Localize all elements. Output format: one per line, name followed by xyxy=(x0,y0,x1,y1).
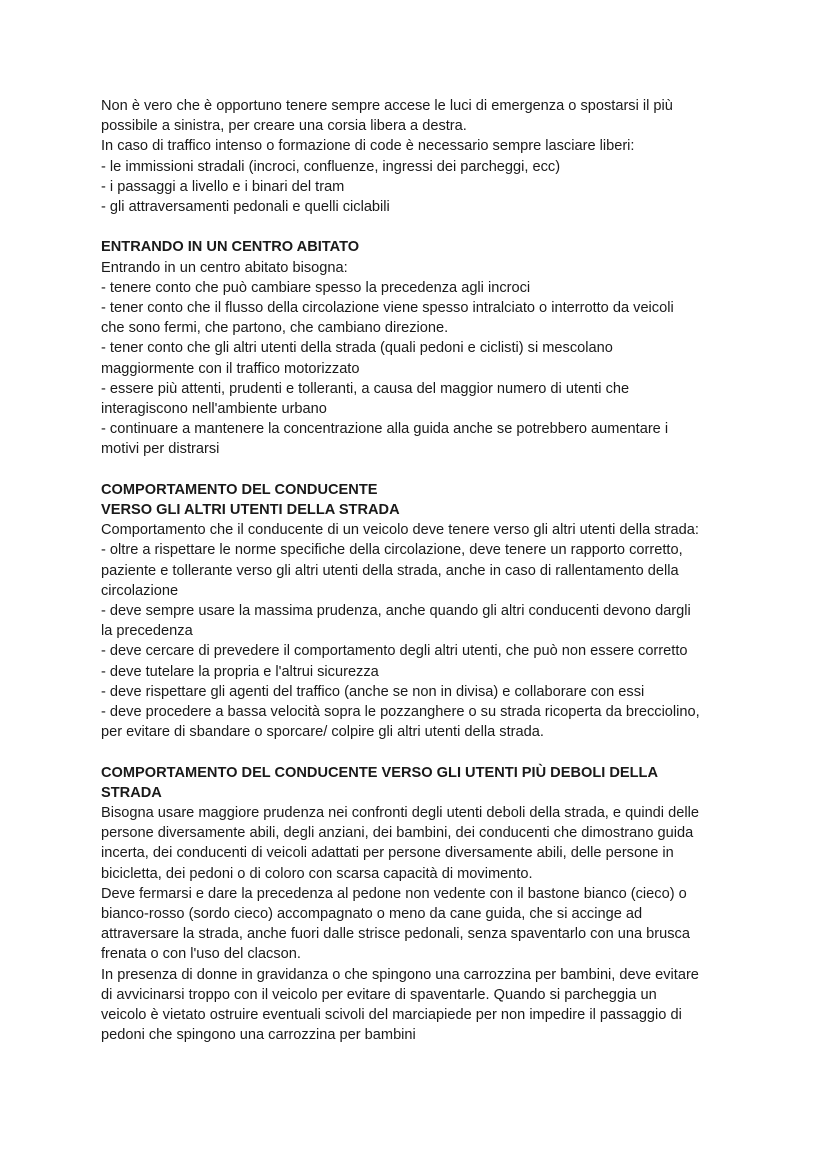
section-heading: VERSO GLI ALTRI UTENTI DELLA STRADA xyxy=(101,502,400,519)
paragraph-line: veicolo è vietato ostruire eventuali scivoli del marciapiede per non impedire il passaggio di xyxy=(101,1007,682,1024)
list-item: - essere più attenti, prudenti e tolleranti, a causa del maggior numero di utenti che xyxy=(101,380,630,397)
document-page xyxy=(101,96,801,1046)
paragraph-line: bicicletta, dei pedoni o di coloro con scarsa capacità di movimento. xyxy=(101,865,533,882)
list-item: - deve procedere a bassa velocità sopra le pozzanghere o su strada ricoperta da brecciolino, xyxy=(101,704,700,721)
list-item: - deve tutelare la propria e l'altrui sicurezza xyxy=(101,663,379,680)
list-item: - tener conto che gli altri utenti della strada (quali pedoni e ciclisti) si mescolano xyxy=(101,340,613,357)
list-item: - deve sempre usare la massima prudenza, anche quando gli altri conducenti devono dargli xyxy=(101,603,691,620)
paragraph-line: bianco-rosso (sordo cieco) accompagnato o meno da cane guida, che si accinge ad xyxy=(101,906,643,923)
section-centro-abitato xyxy=(101,237,801,459)
section-heading: COMPORTAMENTO DEL CONDUCENTE VERSO GLI UTENTI PIÙ DEBOLI DELLA xyxy=(101,764,659,781)
list-item: circolazione xyxy=(101,582,179,599)
list-item: motivi per distrarsi xyxy=(101,441,220,458)
paragraph-line: Deve fermarsi e dare la precedenza al pedone non vedente con il bastone bianco (cieco) o xyxy=(101,885,687,902)
list-item: - tener conto che il flusso della circolazione viene spesso intralciato o interrotto da veicoli xyxy=(101,300,674,317)
list-item: - deve rispettare gli agenti del traffico (anche se non in divisa) e collaborare con essi xyxy=(101,683,645,700)
list-item: - i passaggi a livello e i binari del tram xyxy=(101,178,345,195)
section-spacer xyxy=(101,217,801,237)
paragraph-line: pedoni che spingono una carrozzina per bambini xyxy=(101,1027,416,1044)
list-item: - deve cercare di prevedere il comportamento degli altri utenti, che può non essere corretto xyxy=(101,643,688,660)
list-item: che sono fermi, che partono, che cambiano direzione. xyxy=(101,320,449,337)
paragraph-line: di avvicinarsi troppo con il veicolo per evitare di spaventarle. Quando si parcheggia un xyxy=(101,986,657,1003)
section-utenti-deboli xyxy=(101,763,801,1046)
section-heading: COMPORTAMENTO DEL CONDUCENTE xyxy=(101,481,378,498)
section-spacer xyxy=(101,460,801,480)
paragraph-line: frenata o con l'uso del clacson. xyxy=(101,946,301,963)
paragraph-line: Non è vero che è opportuno tenere sempre accese le luci di emergenza o spostarsi il più xyxy=(101,98,673,114)
list-item: interagiscono nell'ambiente urbano xyxy=(101,401,327,418)
list-item: la precedenza xyxy=(101,623,193,640)
list-item: - tenere conto che può cambiare spesso la precedenza agli incroci xyxy=(101,279,531,296)
section-heading: ENTRANDO IN UN CENTRO ABITATO xyxy=(101,239,360,256)
paragraph-line: attraversare la strada, anche fuori dalle strisce pedonali, senza spaventarlo con una brusca xyxy=(101,926,690,943)
section-altri-utenti xyxy=(101,480,801,743)
list-item: - oltre a rispettare le norme specifiche della circolazione, deve tenere un rapporto corretto, xyxy=(101,542,683,559)
paragraph-line: In presenza di donne in gravidanza o che spingono una carrozzina per bambini, deve evitare xyxy=(101,966,699,983)
list-item: maggiormente con il traffico motorizzato xyxy=(101,360,360,377)
paragraph-line: possibile a sinistra, per creare una corsia libera a destra. xyxy=(101,118,467,135)
intro-section xyxy=(101,96,801,217)
paragraph-line: persone diversamente abili, degli anziani, dei bambini, dei conducenti che dimostrano guida xyxy=(101,825,694,842)
paragraph-line: Entrando in un centro abitato bisogna: xyxy=(101,259,348,276)
list-item: - gli attraversamenti pedonali e quelli ciclabili xyxy=(101,199,390,216)
list-item: per evitare di sbandare o sporcare/ colpire gli altri utenti della strada. xyxy=(101,724,544,741)
section-heading: STRADA xyxy=(101,784,162,801)
section-spacer xyxy=(101,742,801,762)
list-item: - le immissioni stradali (incroci, confluenze, ingressi dei parcheggi, ecc) xyxy=(101,158,561,175)
paragraph-line: Comportamento che il conducente di un veicolo deve tenere verso gli altri utenti della strada: xyxy=(101,522,699,539)
paragraph-line: incerta, dei conducenti di veicoli adattati per persone diversamente abili, delle persone in xyxy=(101,845,674,862)
list-item: - continuare a mantenere la concentrazione alla guida anche se potrebbero aumentare i xyxy=(101,421,669,438)
paragraph-line: In caso di traffico intenso o formazione di code è necessario sempre lasciare liberi: xyxy=(101,138,635,155)
list-item: paziente e tollerante verso gli altri utenti della strada, anche in caso di rallentamento della xyxy=(101,562,679,579)
paragraph-line: Bisogna usare maggiore prudenza nei confronti degli utenti deboli della strada, e quindi delle xyxy=(101,805,699,822)
